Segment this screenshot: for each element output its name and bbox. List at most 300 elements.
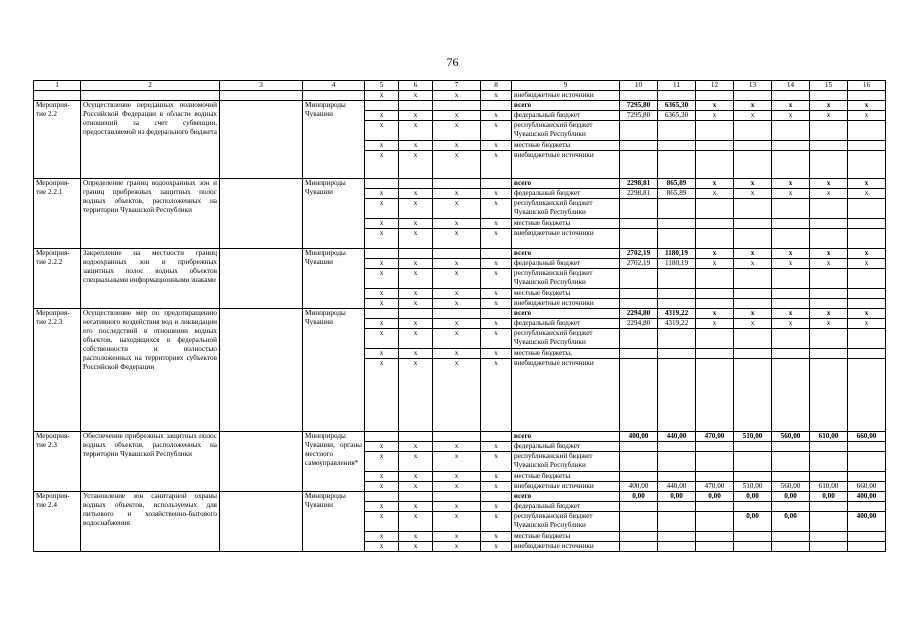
col-number: 11 — [658, 81, 696, 91]
value-cell — [734, 229, 772, 249]
value-cell — [620, 289, 658, 299]
x-cell: x — [365, 151, 399, 179]
value-cell — [772, 359, 810, 432]
value-cell — [620, 229, 658, 249]
source-label: федеральный бюджет — [512, 259, 620, 269]
source-label: местные бюджеты — [512, 532, 620, 542]
x-cell: x — [399, 151, 433, 179]
value-cell: x — [772, 189, 810, 199]
x-cell — [365, 249, 399, 259]
value-cell: 0,00 — [734, 512, 772, 532]
value-cell: 7295,80 — [620, 101, 658, 111]
value-cell — [620, 219, 658, 229]
value-cell: 2702,19 — [620, 259, 658, 269]
value-cell — [734, 219, 772, 229]
x-cell: x — [365, 452, 399, 472]
value-cell — [810, 229, 848, 249]
value-cell — [734, 542, 772, 552]
value-cell — [772, 269, 810, 289]
x-cell: x — [433, 319, 481, 329]
budget-table — [33, 80, 886, 552]
x-cell: x — [365, 442, 399, 452]
value-cell — [772, 502, 810, 512]
value-cell — [620, 472, 658, 482]
x-cell: x — [365, 532, 399, 542]
col-number: 3 — [220, 81, 303, 91]
x-cell: x — [433, 189, 481, 199]
col-number: 13 — [734, 81, 772, 91]
value-cell — [734, 299, 772, 309]
value-cell — [772, 532, 810, 542]
value-cell: x — [810, 259, 848, 269]
value-cell: 6365,30 — [658, 101, 696, 111]
x-cell — [433, 179, 481, 189]
source-label: республиканский бюджет Чувашской Республики — [512, 269, 620, 289]
value-cell — [658, 542, 696, 552]
value-cell — [658, 532, 696, 542]
value-cell — [658, 452, 696, 472]
x-cell: x — [481, 199, 512, 219]
value-cell — [696, 512, 734, 532]
source-label: внебюджетные источники — [512, 359, 620, 432]
value-cell: 440,00 — [658, 482, 696, 492]
value-cell — [734, 349, 772, 359]
value-cell — [772, 151, 810, 179]
value-cell — [696, 532, 734, 542]
value-cell: 560,00 — [772, 482, 810, 492]
measure-description: Осуществление мер по предотвращению негативного воздействия вод и ликвидации его последствий в отношении водных объектов, находящихся в федеральной собственности и полностью расположенных на территориях субъектов Российской Федерации — [81, 309, 220, 432]
value-cell: 2294,80 — [620, 319, 658, 329]
col-number: 9 — [512, 81, 620, 91]
x-cell: x — [433, 532, 481, 542]
value-cell: x — [696, 259, 734, 269]
value-cell: 0,00 — [772, 512, 810, 532]
x-cell: x — [481, 452, 512, 472]
empty-cell — [220, 101, 303, 179]
responsible-executor: Минприроды Чувашии — [303, 309, 365, 432]
value-cell: 2294,80 — [620, 309, 658, 319]
empty-cell — [220, 432, 303, 492]
value-cell: 0,00 — [772, 492, 810, 502]
value-cell: 470,00 — [696, 482, 734, 492]
measure-id: Мероприя-тие 2.2.1 — [34, 179, 81, 249]
x-cell: x — [365, 349, 399, 359]
value-cell: x — [810, 179, 848, 189]
value-cell — [620, 269, 658, 289]
source-label: внебюджетные источники — [512, 482, 620, 492]
x-cell: x — [365, 299, 399, 309]
value-cell: 7295,80 — [620, 111, 658, 121]
value-cell — [658, 349, 696, 359]
value-cell: x — [772, 101, 810, 111]
value-cell: x — [810, 101, 848, 111]
value-cell — [848, 502, 886, 512]
x-cell — [365, 101, 399, 111]
x-cell: x — [481, 359, 512, 432]
value-cell — [734, 502, 772, 512]
col-number: 8 — [481, 81, 512, 91]
value-cell: x — [772, 111, 810, 121]
carryover-row — [34, 91, 886, 101]
value-cell — [658, 472, 696, 482]
value-cell — [810, 141, 848, 151]
x-cell: x — [399, 199, 433, 219]
x-cell: x — [433, 472, 481, 482]
x-cell: x — [481, 512, 512, 532]
x-cell — [481, 101, 512, 111]
x-cell — [365, 432, 399, 442]
x-cell: x — [399, 91, 433, 101]
value-cell — [620, 151, 658, 179]
value-cell — [658, 151, 696, 179]
x-cell: x — [481, 91, 512, 101]
responsible-executor: Минприроды Чувашии — [303, 249, 365, 309]
col-number: 14 — [772, 81, 810, 91]
x-cell: x — [365, 359, 399, 432]
value-cell — [696, 452, 734, 472]
x-cell: x — [399, 189, 433, 199]
value-cell — [810, 199, 848, 219]
value-cell — [620, 199, 658, 219]
x-cell: x — [481, 299, 512, 309]
value-cell — [848, 359, 886, 432]
source-label: внебюджетные источники — [512, 299, 620, 309]
x-cell: x — [399, 141, 433, 151]
x-cell — [481, 249, 512, 259]
value-cell — [658, 512, 696, 532]
source-label: федеральный бюджет — [512, 319, 620, 329]
x-cell: x — [399, 442, 433, 452]
value-cell — [772, 289, 810, 299]
value-cell: 610,00 — [810, 482, 848, 492]
value-cell — [810, 452, 848, 472]
value-cell — [810, 349, 848, 359]
value-cell — [620, 141, 658, 151]
x-cell — [433, 309, 481, 319]
x-cell — [433, 492, 481, 502]
table-row — [34, 101, 886, 111]
value-cell — [620, 502, 658, 512]
source-label: внебюджетные источники — [512, 229, 620, 249]
x-cell — [433, 249, 481, 259]
x-cell: x — [433, 91, 481, 101]
col-number: 1 — [34, 81, 81, 91]
value-cell — [696, 542, 734, 552]
source-label: всего — [512, 101, 620, 111]
col-number: 12 — [696, 81, 734, 91]
value-cell — [772, 219, 810, 229]
x-cell: x — [433, 452, 481, 472]
value-cell — [810, 542, 848, 552]
col-number: 15 — [810, 81, 848, 91]
value-cell: 400,00 — [848, 512, 886, 532]
value-cell — [848, 349, 886, 359]
source-label: местные бюджеты — [512, 472, 620, 482]
value-cell: 2298,81 — [620, 179, 658, 189]
value-cell: x — [848, 319, 886, 329]
value-cell — [696, 121, 734, 141]
source-label: всего — [512, 309, 620, 319]
value-cell — [658, 359, 696, 432]
x-cell: x — [433, 442, 481, 452]
source-label: всего — [512, 179, 620, 189]
measure-description: Определение границ водоохранных зон и границ прибрежных защитных полос водных объектов, расположенных на территории Чувашской Республики — [81, 179, 220, 249]
value-cell — [734, 289, 772, 299]
value-cell: x — [696, 319, 734, 329]
source-label: местные бюджеты, — [512, 349, 620, 359]
value-cell — [696, 359, 734, 432]
x-cell: x — [433, 512, 481, 532]
measure-id: Мероприя-тие 2.4 — [34, 492, 81, 552]
x-cell — [481, 492, 512, 502]
value-cell: 0,00 — [696, 492, 734, 502]
x-cell — [399, 432, 433, 442]
x-cell: x — [433, 111, 481, 121]
value-cell — [772, 299, 810, 309]
value-cell: x — [696, 309, 734, 319]
x-cell: x — [481, 121, 512, 141]
x-cell: x — [365, 189, 399, 199]
x-cell: x — [481, 189, 512, 199]
page-number: 76 — [446, 55, 459, 69]
value-cell — [620, 299, 658, 309]
value-cell — [658, 269, 696, 289]
value-cell — [848, 329, 886, 349]
value-cell: x — [734, 189, 772, 199]
value-cell: x — [810, 309, 848, 319]
value-cell: 2298,81 — [620, 189, 658, 199]
value-cell: 865,89 — [658, 179, 696, 189]
x-cell: x — [481, 442, 512, 452]
x-cell: x — [481, 111, 512, 121]
table-row — [34, 249, 886, 259]
x-cell — [365, 179, 399, 189]
measure-description: Обеспечение прибрежных защитных полос водных объектов, расположенных на территории Чувашской Республики — [81, 432, 220, 492]
x-cell: x — [399, 269, 433, 289]
x-cell: x — [399, 289, 433, 299]
value-cell — [696, 289, 734, 299]
value-cell — [620, 442, 658, 452]
value-cell — [810, 151, 848, 179]
source-label: внебюджетные источники — [512, 151, 620, 179]
x-cell: x — [433, 359, 481, 432]
value-cell: 0,00 — [810, 492, 848, 502]
x-cell: x — [399, 532, 433, 542]
value-cell — [696, 229, 734, 249]
value-cell: x — [734, 111, 772, 121]
x-cell: x — [365, 121, 399, 141]
value-cell — [696, 349, 734, 359]
x-cell — [399, 101, 433, 111]
x-cell — [399, 249, 433, 259]
col-number: 6 — [399, 81, 433, 91]
x-cell: x — [399, 452, 433, 472]
value-cell: x — [848, 111, 886, 121]
value-cell — [772, 229, 810, 249]
x-cell — [365, 309, 399, 319]
x-cell: x — [433, 199, 481, 219]
value-cell — [734, 442, 772, 452]
value-cell — [810, 442, 848, 452]
value-cell: 660,00 — [848, 482, 886, 492]
x-cell: x — [399, 512, 433, 532]
x-cell: x — [399, 482, 433, 492]
x-cell: x — [399, 349, 433, 359]
empty-cell — [220, 179, 303, 249]
value-cell — [848, 532, 886, 542]
column-number-row — [34, 81, 886, 91]
value-cell: x — [848, 259, 886, 269]
value-cell: x — [772, 309, 810, 319]
value-cell: 440,00 — [658, 432, 696, 442]
source-label: федеральный бюджет — [512, 111, 620, 121]
col-number: 7 — [433, 81, 481, 91]
x-cell: x — [481, 259, 512, 269]
table-row — [34, 432, 886, 442]
value-cell — [810, 299, 848, 309]
source-label: внебюджетные источники — [512, 542, 620, 552]
value-cell: 400,00 — [848, 492, 886, 502]
value-cell — [658, 141, 696, 151]
x-cell — [481, 179, 512, 189]
value-cell — [848, 219, 886, 229]
responsible-executor: Минприроды Чувашии — [303, 101, 365, 179]
source-label: федеральный бюджет — [512, 442, 620, 452]
value-cell: 510,00 — [734, 482, 772, 492]
value-cell — [848, 472, 886, 482]
empty-cell — [220, 249, 303, 309]
x-cell: x — [433, 219, 481, 229]
value-cell — [620, 542, 658, 552]
x-cell: x — [433, 502, 481, 512]
source-label: внебюджетные источники — [512, 91, 620, 101]
value-cell: 6365,30 — [658, 111, 696, 121]
x-cell: x — [365, 512, 399, 532]
value-cell — [848, 542, 886, 552]
value-cell: x — [734, 319, 772, 329]
value-cell — [734, 359, 772, 432]
measure-id: Мероприя-тие 2.2.3 — [34, 309, 81, 432]
x-cell: x — [365, 482, 399, 492]
value-cell: x — [772, 249, 810, 259]
value-cell: 560,00 — [772, 432, 810, 442]
value-cell — [734, 269, 772, 289]
value-cell — [772, 199, 810, 219]
x-cell: x — [399, 121, 433, 141]
table-row — [34, 309, 886, 319]
source-label: республиканский бюджет Чувашской Республики — [512, 329, 620, 349]
x-cell: x — [481, 141, 512, 151]
responsible-executor: Минприроды Чувашии — [303, 179, 365, 249]
value-cell — [848, 229, 886, 249]
value-cell — [734, 141, 772, 151]
value-cell — [658, 442, 696, 452]
value-cell — [810, 289, 848, 299]
value-cell — [810, 472, 848, 482]
x-cell: x — [365, 111, 399, 121]
source-label: местные бюджеты — [512, 141, 620, 151]
value-cell — [848, 151, 886, 179]
value-cell — [696, 141, 734, 151]
source-label: республиканский бюджет Чувашской Республики — [512, 512, 620, 532]
x-cell: x — [433, 229, 481, 249]
value-cell — [734, 199, 772, 219]
value-cell — [772, 121, 810, 141]
x-cell: x — [399, 329, 433, 349]
value-cell: x — [810, 319, 848, 329]
value-cell — [848, 269, 886, 289]
measure-description: Осуществление переданных полномочий Российской Федерации в области водных отношений за счет субвенции, предоставляемой из федерального бюджета — [81, 101, 220, 179]
measure-id: Мероприя-тие 2.2 — [34, 101, 81, 179]
value-cell — [772, 542, 810, 552]
x-cell: x — [481, 532, 512, 542]
value-cell — [658, 199, 696, 219]
value-cell — [810, 329, 848, 349]
value-cell — [658, 121, 696, 141]
value-cell — [696, 472, 734, 482]
x-cell: x — [399, 111, 433, 121]
source-label: всего — [512, 249, 620, 259]
value-cell: 470,00 — [696, 432, 734, 442]
value-cell — [734, 472, 772, 482]
x-cell: x — [481, 229, 512, 249]
value-cell: x — [734, 259, 772, 269]
x-cell: x — [365, 141, 399, 151]
source-label: всего — [512, 432, 620, 442]
x-cell: x — [433, 269, 481, 289]
source-label: республиканский бюджет Чувашской Республики — [512, 199, 620, 219]
measure-description: Установление зон санитарной охраны водных объектов, используемых для питьевого и хозяйственно-бытового водоснабжения — [81, 492, 220, 552]
value-cell — [658, 299, 696, 309]
value-cell — [620, 329, 658, 349]
value-cell: x — [810, 189, 848, 199]
value-cell: x — [772, 259, 810, 269]
x-cell: x — [365, 199, 399, 219]
value-cell — [810, 512, 848, 532]
value-cell — [658, 502, 696, 512]
measure-id: Мероприя-тие 2.2.2 — [34, 249, 81, 309]
value-cell: x — [848, 189, 886, 199]
value-cell — [848, 141, 886, 151]
value-cell: x — [734, 309, 772, 319]
value-cell: 660,00 — [848, 432, 886, 442]
value-cell — [810, 532, 848, 542]
x-cell — [433, 101, 481, 111]
value-cell: x — [772, 179, 810, 189]
value-cell — [848, 289, 886, 299]
value-cell — [772, 472, 810, 482]
x-cell: x — [481, 482, 512, 492]
value-cell — [810, 219, 848, 229]
x-cell: x — [433, 141, 481, 151]
x-cell: x — [481, 269, 512, 289]
value-cell: 400,00 — [620, 482, 658, 492]
value-cell — [772, 141, 810, 151]
value-cell: x — [696, 179, 734, 189]
x-cell: x — [433, 542, 481, 552]
col-number: 10 — [620, 81, 658, 91]
x-cell: x — [433, 349, 481, 359]
x-cell: x — [399, 259, 433, 269]
source-label: республиканский бюджет Чувашской Республики — [512, 121, 620, 141]
x-cell: x — [399, 299, 433, 309]
x-cell — [399, 179, 433, 189]
value-cell — [848, 121, 886, 141]
value-cell: x — [810, 111, 848, 121]
value-cell: 400,00 — [620, 432, 658, 442]
source-label: местные бюджеты — [512, 289, 620, 299]
value-cell — [734, 532, 772, 542]
